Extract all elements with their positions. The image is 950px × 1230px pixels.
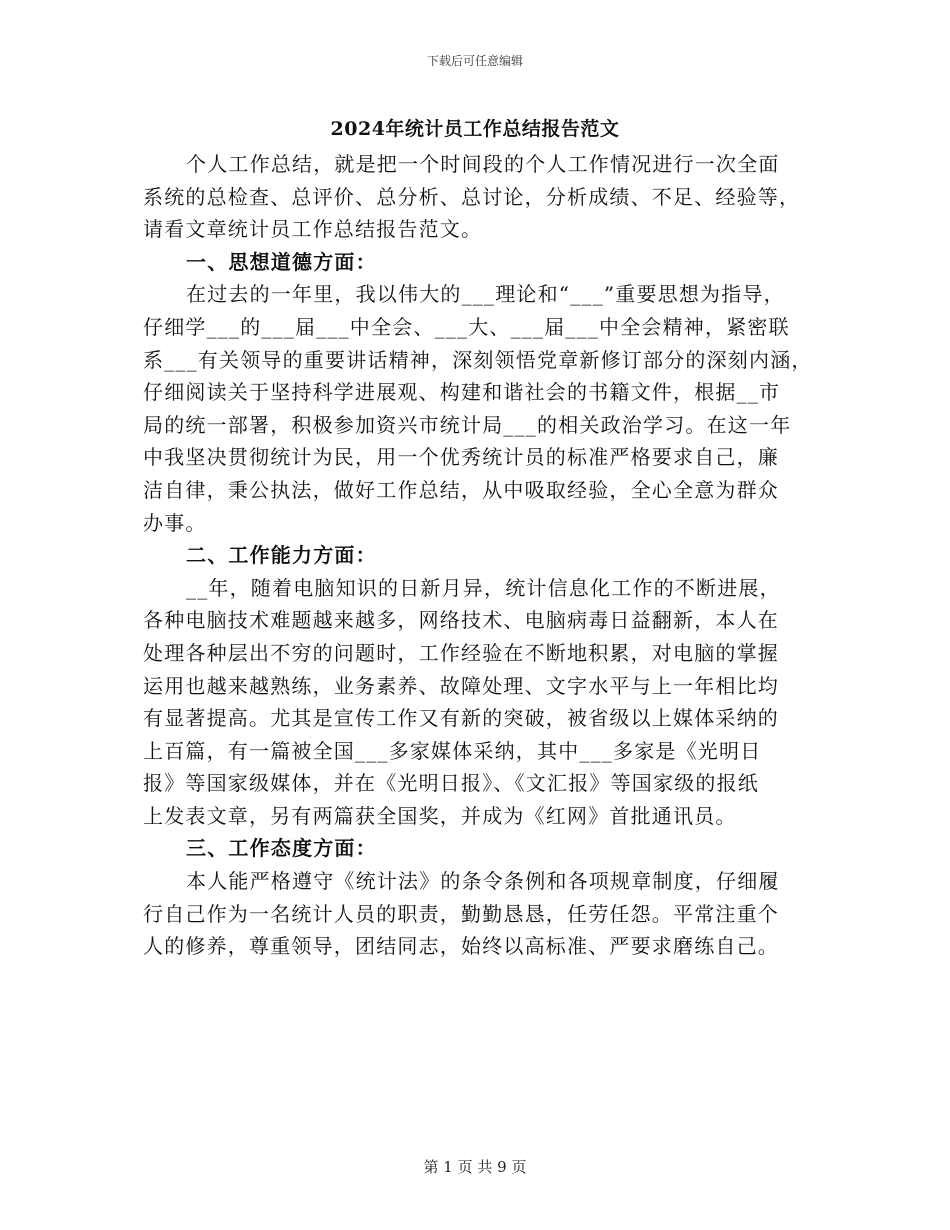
section1-line-3: 系___有关领导的重要讲话精神，深刻领悟党章新修订部分的深刻内涵， bbox=[143, 347, 813, 372]
section1-line-2: 仔细学___的___届___中全会、___大、___届___中全会精神，紧密联 bbox=[143, 314, 790, 339]
section1-line-4: 仔细阅读关于坚持科学进展观、构建和谐社会的书籍文件，根据__市 bbox=[143, 380, 781, 405]
section3-line-3: 人的修养，尊重领导，团结同志，始终以高标准、严要求磨练自己。 bbox=[143, 934, 779, 959]
intro-line-2: 系统的总检查、总评价、总分析、总讨论，分析成绩、不足、经验等， bbox=[143, 184, 801, 209]
page-header-note: 下载后可任意编辑 bbox=[426, 54, 523, 68]
section2-line-4: 运用也越来越熟练，业务素养、故障处理、文字水平与上一年相比均 bbox=[143, 673, 779, 698]
section1-line-5: 局的统一部署，积极参加资兴市统计局___的相关政治学习。在这一年 bbox=[143, 412, 792, 437]
section-heading-2: 二、工作能力方面： bbox=[186, 543, 377, 568]
section1-line-6: 中我坚决贯彻统计为民，用一个优秀统计员的标准严格要求自己，廉 bbox=[143, 445, 779, 470]
section1-line-8: 办事。 bbox=[143, 510, 207, 535]
section2-line-2: 各种电脑技术难题越来越多，网络技术、电脑病毒日益翻新，本人在 bbox=[143, 608, 779, 633]
section1-line-1: 在过去的一年里，我以伟大的___理论和“___”重要思想为指导， bbox=[186, 282, 785, 307]
section2-line-8: 上发表文章，另有两篇获全国奖，并成为《红网》首批通讯员。 bbox=[143, 803, 737, 828]
section3-line-1: 本人能严格遵守《统计法》的条令条例和各项规章制度，仔细履 bbox=[186, 869, 780, 894]
section2-line-5: 有显著提高。尤其是宣传工作又有新的突破，被省级以上媒体采纳的 bbox=[143, 706, 779, 731]
page-number-footer: 第 1 页 共 9 页 bbox=[423, 1158, 527, 1176]
document-body bbox=[143, 148, 823, 963]
section-heading-1: 一、思想道德方面： bbox=[186, 249, 377, 274]
section-heading-3: 三、工作态度方面： bbox=[186, 836, 377, 861]
section1-line-7: 洁自律，秉公执法，做好工作总结，从中吸取经验，全心全意为群众 bbox=[143, 477, 779, 502]
section3-line-2: 行自己作为一名统计人员的职责，勤勤恳恳，任劳任怨。平常注重个 bbox=[143, 901, 779, 926]
section2-line-1: __年，随着电脑知识的日新月异，统计信息化工作的不断进展， bbox=[186, 575, 781, 600]
section2-line-3: 处理各种层出不穷的问题时，工作经验在不断地积累，对电脑的掌握 bbox=[143, 640, 779, 665]
section2-line-7: 报》等国家级媒体，并在《光明日报》、《文汇报》等国家级的报纸 bbox=[143, 771, 759, 796]
document-title: 2024年统计员工作总结报告范文 bbox=[330, 118, 620, 140]
intro-line-3: 请看文章统计员工作总结报告范文。 bbox=[143, 217, 483, 242]
section2-line-6: 上百篇，有一篇被全国___多家媒体采纳，其中___多家是《光明日 bbox=[143, 738, 762, 763]
intro-line-1: 个人工作总结，就是把一个时间段的个人工作情况进行一次全面 bbox=[186, 152, 780, 176]
